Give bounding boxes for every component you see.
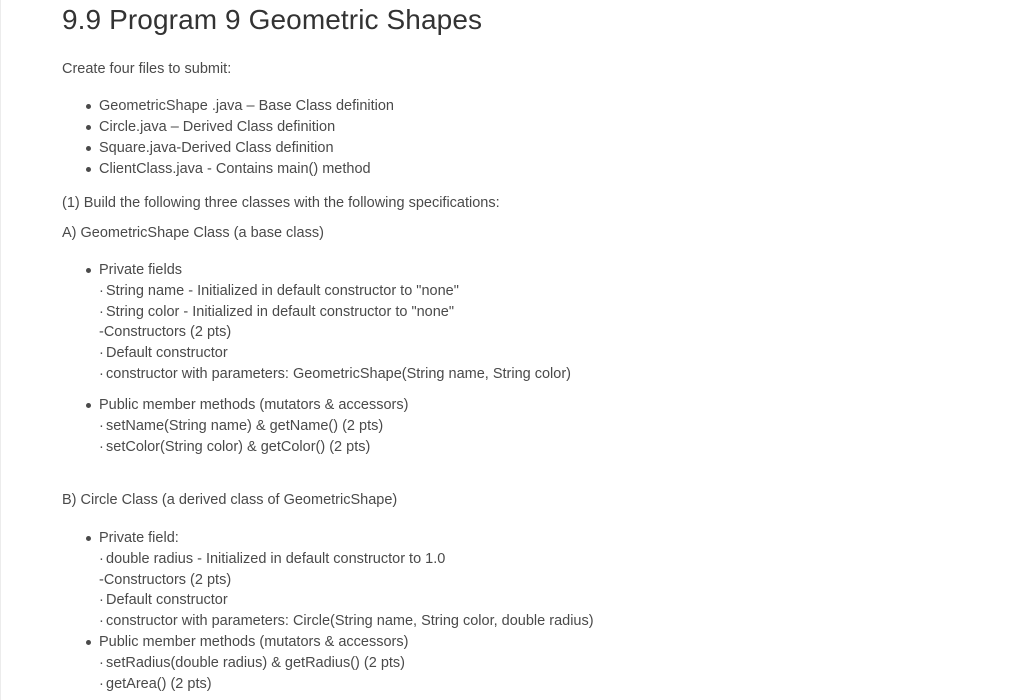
list-item: Circle.java – Derived Class definition: [84, 117, 394, 138]
public-methods-item: [84, 395, 408, 457]
constructor-line: · constructor with parameters: GeometricShape(String name, String color): [99, 365, 571, 382]
constructor-line: · constructor with parameters: Circle(String name, String color, double radius): [99, 613, 594, 630]
section-a-methods-list: [84, 395, 408, 457]
section-b-heading: B) Circle Class (a derived class of GeometricShape): [62, 492, 398, 508]
constructors-label: -Constructors (2 pts): [99, 571, 232, 588]
public-methods-label: Public member methods (mutators & accessors): [99, 633, 409, 650]
list-item: ClientClass.java - Contains main() method: [84, 159, 394, 180]
private-fields-label: Private fields: [99, 262, 183, 278]
field-line: · String color - Initialized in default constructor to "none": [99, 303, 454, 320]
section-b-list: [84, 528, 594, 694]
page-title: 9.9 Program 9 Geometric Shapes: [62, 4, 483, 35]
list-item: GeometricShape .java – Base Class definition: [84, 96, 394, 117]
public-methods-label: Public member methods (mutators & accessors): [99, 397, 409, 413]
public-methods-item: [84, 632, 594, 694]
method-line: · setRadius(double radius) & getRadius() (2 pts): [99, 654, 405, 671]
files-list: [84, 96, 394, 180]
method-line: · setName(String name) & getName() (2 pts): [99, 417, 384, 434]
section-a-private-list: [84, 260, 571, 385]
intro-text: Create four files to submit:: [62, 61, 232, 77]
section-a-heading: A) GeometricShape Class (a base class): [62, 225, 324, 241]
list-item: Square.java-Derived Class definition: [84, 138, 394, 159]
private-field-label: Private field:: [99, 530, 179, 546]
private-fields-item: [84, 260, 571, 385]
constructor-line: · Default constructor: [99, 592, 228, 609]
field-line: · double radius - Initialized in default constructor to 1.0: [99, 550, 446, 567]
left-border: [0, 0, 1, 700]
field-line: · String name - Initialized in default constructor to "none": [99, 282, 459, 299]
private-field-item: [84, 528, 594, 632]
step1-text: (1) Build the following three classes with the following specifications:: [62, 195, 500, 211]
constructor-line: · Default constructor: [99, 345, 228, 362]
method-line: · getArea() (2 pts): [99, 675, 212, 692]
method-line: · setColor(String color) & getColor() (2 pts): [99, 438, 371, 455]
constructors-label: -Constructors (2 pts): [99, 324, 232, 341]
